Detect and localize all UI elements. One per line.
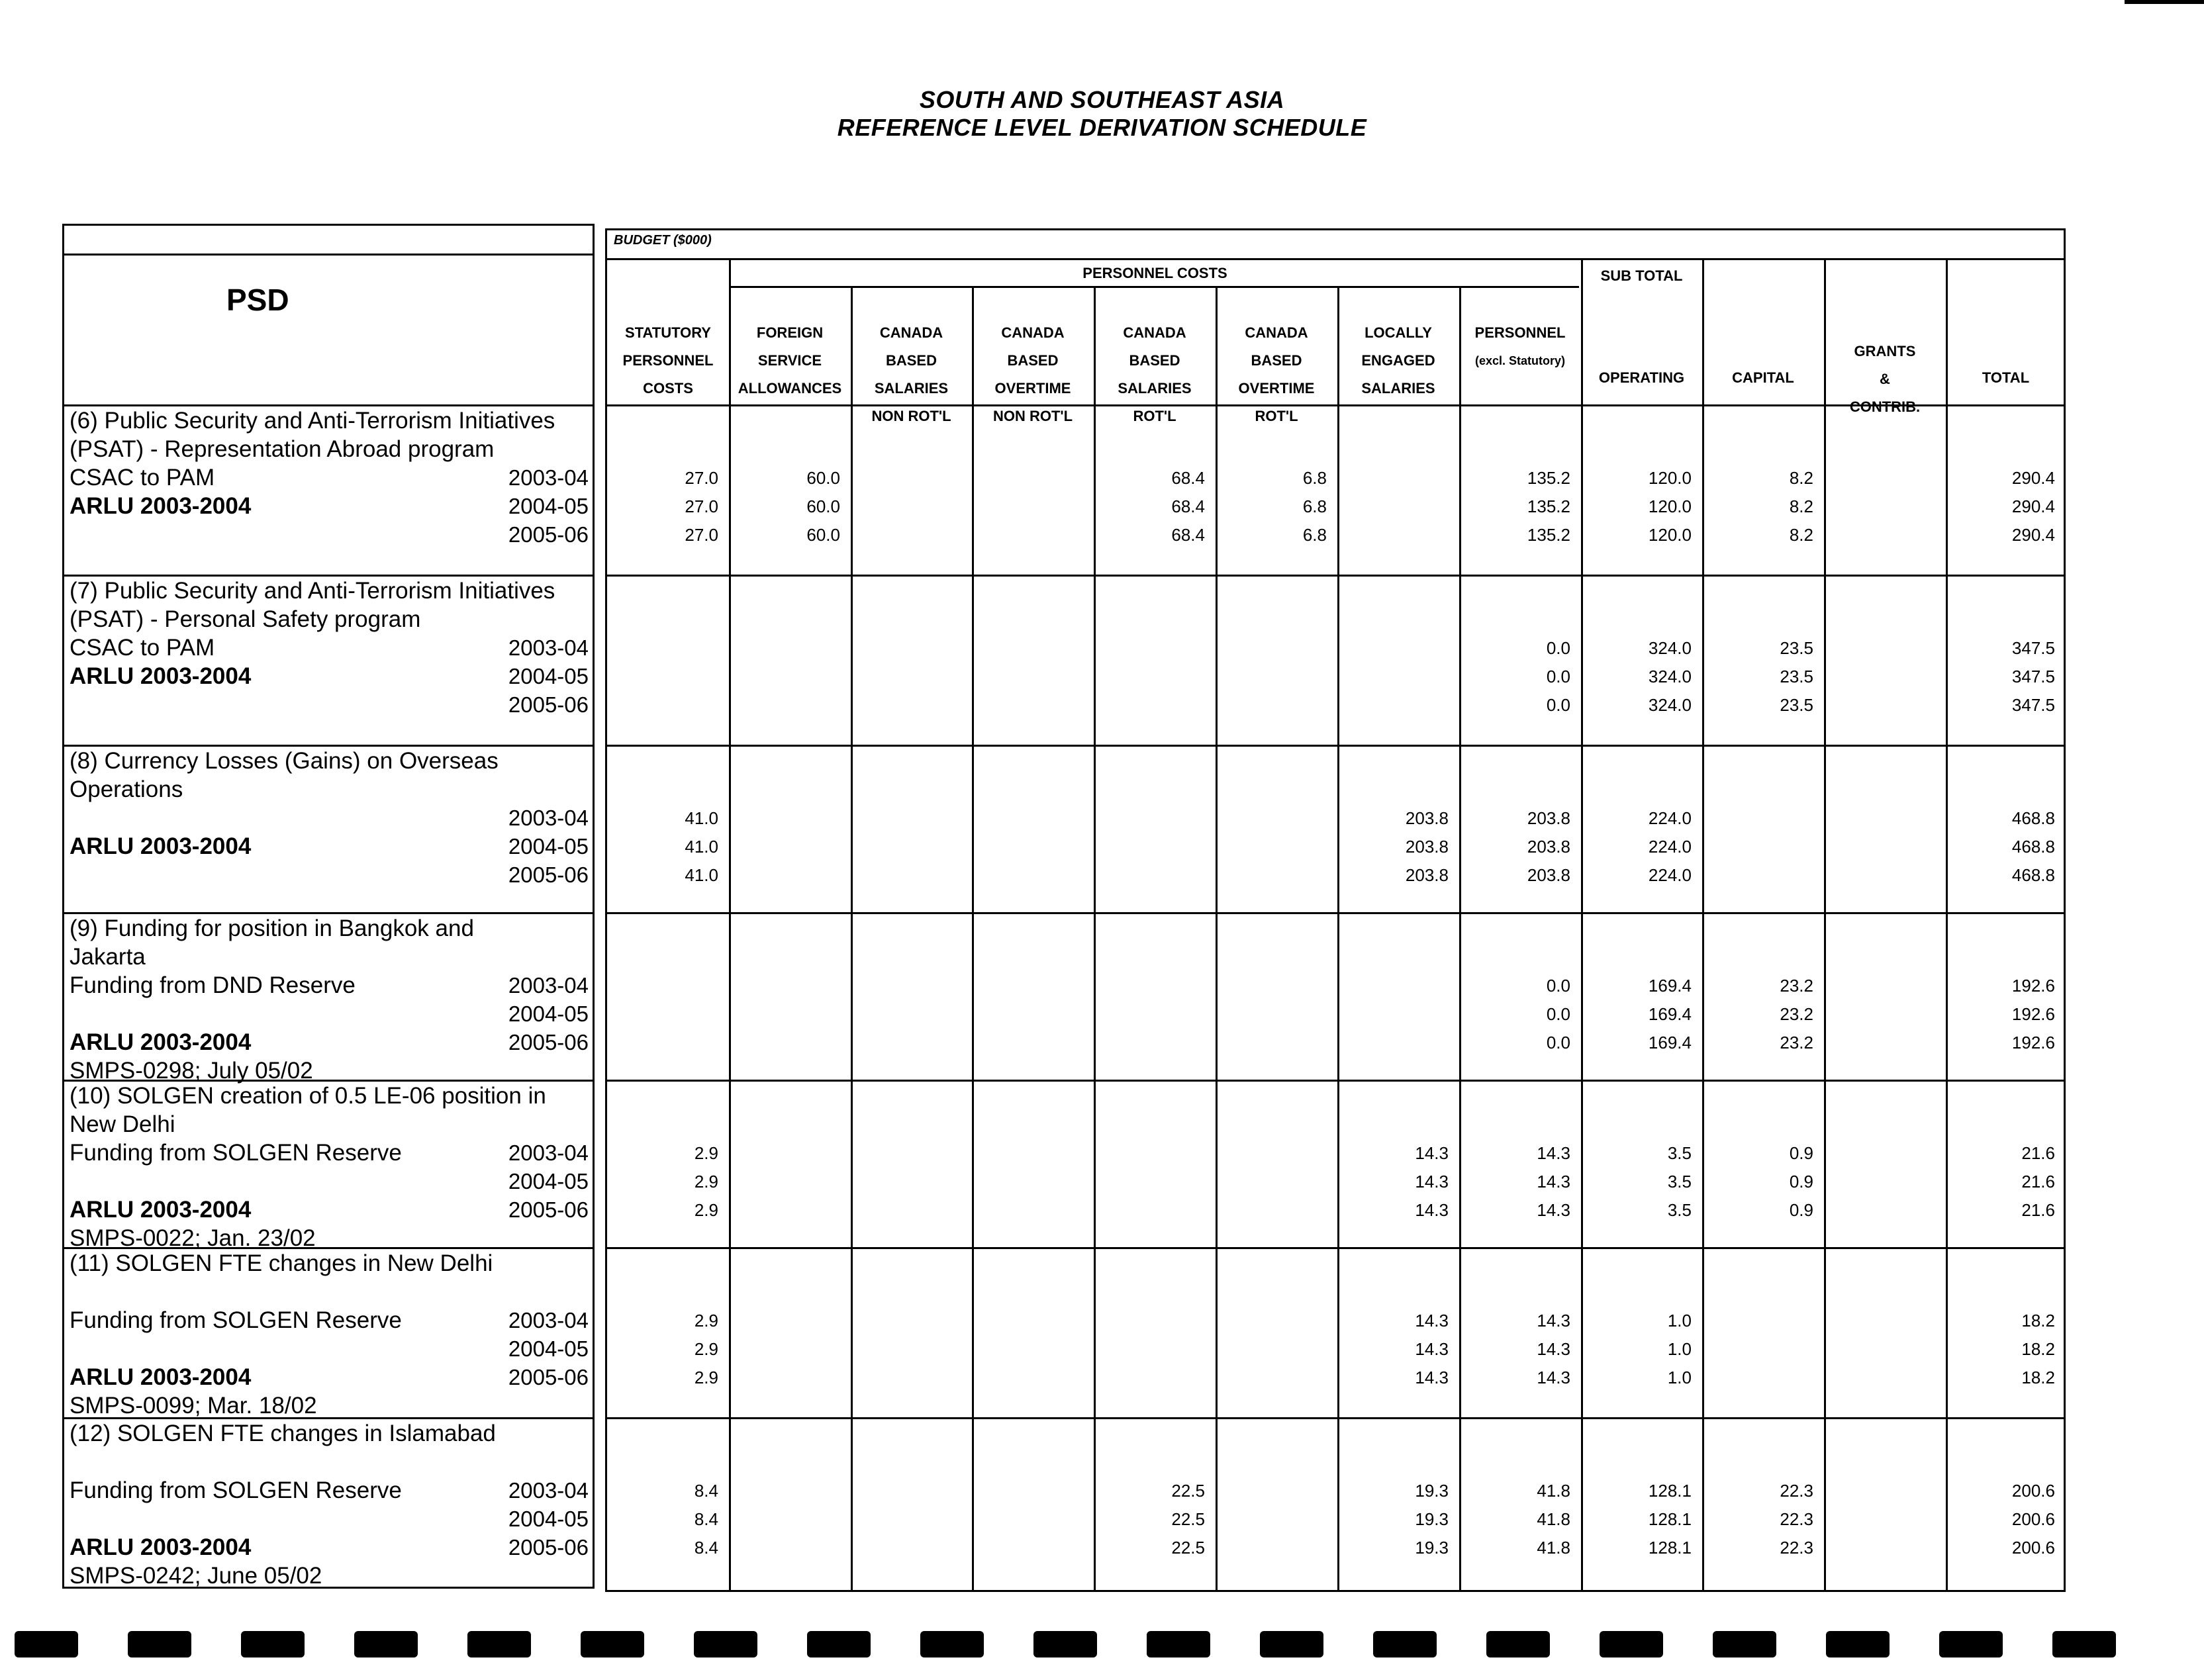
cell-value: 14.3 [1415,1368,1449,1387]
cell-value: 192.6 [2011,976,2055,996]
section-line: (8) Currency Losses (Gains) on Overseas [70,748,499,774]
cell-value: 68.4 [1171,525,1205,545]
border-dash [15,1631,78,1657]
cell-value: 347.5 [2011,667,2055,686]
cell-value: 14.3 [1415,1172,1449,1191]
cell-value: 347.5 [2011,695,2055,715]
cell-value: 2.9 [694,1311,718,1330]
column-header-3: BASED [885,352,937,369]
cell-value: 203.8 [1527,808,1570,828]
border-dash [694,1631,757,1657]
cell-value: 290.4 [2011,468,2055,488]
column-header-4: CANADA [1001,324,1065,341]
cell-value: 169.4 [1648,1004,1692,1024]
fiscal-year: 2005-06 [508,863,589,887]
cell-value: 203.8 [1405,808,1449,828]
personnel-costs-header: PERSONNEL COSTS [1082,265,1227,281]
fiscal-year: 2004-05 [508,664,589,688]
fiscal-year: 2005-06 [508,1030,589,1054]
fiscal-year: 2003-04 [508,1308,589,1332]
column-header-5: ROT'L [1133,408,1176,424]
column-header-7: ENGAGED [1361,352,1435,369]
column-header-6: OVERTIME [1238,380,1315,397]
cell-value: 23.5 [1780,638,1813,658]
left-top-bar [64,226,593,256]
cell-value: 19.3 [1415,1509,1449,1529]
cell-value: 14.3 [1415,1339,1449,1359]
border-dash [354,1631,418,1657]
cell-value: 22.3 [1780,1509,1813,1529]
cell-value: 203.8 [1527,865,1570,885]
cell-value: 14.3 [1537,1172,1570,1191]
cell-value: 14.3 [1415,1143,1449,1163]
cell-value: 14.3 [1537,1200,1570,1220]
cell-value: 23.2 [1780,976,1813,996]
cell-value: 18.2 [2021,1339,2055,1359]
cell-value: 27.0 [685,496,718,516]
section-line: ARLU 2003-2004 [70,1364,252,1390]
cell-value: 21.6 [2021,1143,2055,1163]
fiscal-year: 2003-04 [508,465,589,490]
column-header-2: SERVICE [757,352,822,369]
column-header-1: COSTS [643,380,693,397]
section-line: Funding from SOLGEN Reserve [70,1140,402,1166]
section-divider [607,912,2064,914]
fiscal-year: 2004-05 [508,1169,589,1193]
section-line: New Delhi [70,1111,175,1137]
cell-value: 23.5 [1780,695,1813,715]
cell-value: 14.3 [1415,1200,1449,1220]
cell-value: 22.5 [1171,1538,1205,1558]
column-header-11: CONTRIB. [1849,398,1921,415]
cell-value: 200.6 [2011,1509,2055,1529]
cell-value: 0.9 [1789,1143,1813,1163]
cell-value: 290.4 [2011,525,2055,545]
column-header-5: SALARIES [1118,380,1192,397]
section-divider [607,1080,2064,1082]
cell-value: 3.5 [1667,1143,1692,1163]
cell-value: 41.8 [1537,1538,1570,1558]
section-line: ARLU 2003-2004 [70,833,252,859]
section-line: ARLU 2003-2004 [70,663,252,689]
section-line: SMPS-0298; July 05/02 [70,1058,313,1084]
border-dash [581,1631,644,1657]
section-divider [64,404,593,406]
personnel-group-divider [729,286,1579,288]
border-dash [1260,1631,1323,1657]
section-line: (9) Funding for position in Bangkok and [70,915,474,941]
column-header-7: LOCALLY [1365,324,1432,341]
section-line: ARLU 2003-2004 [70,1029,252,1055]
cell-value: 468.8 [2011,865,2055,885]
cell-value: 128.1 [1648,1481,1692,1501]
cell-value: 14.3 [1415,1311,1449,1330]
section-divider [64,575,593,577]
border-dash [1939,1631,2003,1657]
section-line: (PSAT) - Representation Abroad program [70,436,495,462]
cell-value: 120.0 [1648,468,1692,488]
fiscal-year: 2003-04 [508,1478,589,1503]
cell-value: 2.9 [694,1339,718,1359]
border-dash [1600,1631,1663,1657]
cell-value: 290.4 [2011,496,2055,516]
bottom-border-marks [0,1631,2204,1660]
cell-value: 169.4 [1648,1033,1692,1052]
cell-value: 41.0 [685,808,718,828]
cell-value: 0.9 [1789,1172,1813,1191]
cell-value: 203.8 [1405,837,1449,857]
cell-value: 120.0 [1648,496,1692,516]
cell-value: 135.2 [1527,525,1570,545]
section-line: (7) Public Security and Anti-Terrorism Initiatives [70,578,555,604]
section-line: CSAC to PAM [70,465,215,490]
column-header-1: STATUTORY [625,324,711,341]
cell-value: 22.3 [1780,1538,1813,1558]
cell-value: 19.3 [1415,1481,1449,1501]
cell-value: 3.5 [1667,1200,1692,1220]
cell-value: 169.4 [1648,976,1692,996]
border-dash [1826,1631,1890,1657]
column-header-2: FOREIGN [756,324,824,341]
cell-value: 68.4 [1171,496,1205,516]
cell-value: 3.5 [1667,1172,1692,1191]
cell-value: 324.0 [1648,638,1692,658]
section-line: ARLU 2003-2004 [70,1534,252,1560]
cell-value: 14.3 [1537,1368,1570,1387]
column-header-11: & [1880,371,1890,387]
column-header-7: SALARIES [1361,380,1435,397]
page-title: SOUTH AND SOUTHEAST ASIA [919,86,1285,113]
cell-value: 14.3 [1537,1143,1570,1163]
column-header-3: CANADA [879,324,943,341]
column-header-5: CANADA [1123,324,1186,341]
fiscal-year: 2005-06 [508,1535,589,1560]
cell-value: 22.5 [1171,1509,1205,1529]
section-divider [607,404,2064,406]
cell-value: 203.8 [1527,837,1570,857]
border-dash [1713,1631,1776,1657]
fiscal-year: 2003-04 [508,1141,589,1165]
cell-value: 22.3 [1780,1481,1813,1501]
description-panel [62,224,595,1589]
border-dash [807,1631,871,1657]
cell-value: 0.0 [1546,638,1570,658]
column-header-3: SALARIES [874,380,949,397]
section-line: (PSAT) - Personal Safety program [70,606,421,632]
section-divider [607,575,2064,577]
fiscal-year: 2005-06 [508,1197,589,1222]
column-divider [972,286,974,1590]
cell-value: 2.9 [694,1368,718,1387]
column-divider [851,286,853,1590]
section-divider [607,745,2064,747]
cell-value: 6.8 [1302,468,1327,488]
section-divider [607,1247,2064,1249]
cell-value: 2.9 [694,1143,718,1163]
cell-value: 27.0 [685,468,718,488]
fiscal-year: 2003-04 [508,973,589,998]
cell-value: 18.2 [2021,1311,2055,1330]
cell-value: 468.8 [2011,808,2055,828]
cell-value: 41.0 [685,865,718,885]
section-line: Funding from SOLGEN Reserve [70,1307,402,1333]
section-divider [64,1417,593,1419]
cell-value: 324.0 [1648,695,1692,715]
column-header-6: CANADA [1245,324,1308,341]
fiscal-year: 2005-06 [508,1365,589,1389]
cell-value: 347.5 [2011,638,2055,658]
column-header-12: TOTAL [1982,369,2030,386]
cell-value: 60.0 [806,496,840,516]
cell-value: 128.1 [1648,1509,1692,1529]
cell-value: 18.2 [2021,1368,2055,1387]
cell-value: 192.6 [2011,1033,2055,1052]
fiscal-year: 2004-05 [508,1507,589,1531]
cell-value: 2.9 [694,1172,718,1191]
cell-value: 224.0 [1648,837,1692,857]
section-line: ARLU 2003-2004 [70,1197,252,1223]
cell-value: 23.2 [1780,1004,1813,1024]
top-edge-mark [2125,0,2204,4]
cell-value: 27.0 [685,525,718,545]
border-dash [241,1631,305,1657]
cell-value: 8.4 [694,1509,718,1529]
section-line: ARLU 2003-2004 [70,493,252,519]
cell-value: 1.0 [1667,1339,1692,1359]
cell-value: 135.2 [1527,496,1570,516]
page-subtitle: REFERENCE LEVEL DERIVATION SCHEDULE [837,114,1367,141]
cell-value: 203.8 [1405,865,1449,885]
cell-value: 192.6 [2011,1004,2055,1024]
cell-value: 324.0 [1648,667,1692,686]
cell-value: 23.2 [1780,1033,1813,1052]
border-dash [1373,1631,1437,1657]
section-line: (6) Public Security and Anti-Terrorism Initiatives [70,408,555,434]
cell-value: 224.0 [1648,865,1692,885]
cell-value: 21.6 [2021,1200,2055,1220]
border-dash [920,1631,984,1657]
column-divider [729,258,731,1590]
cell-value: 1.0 [1667,1368,1692,1387]
fiscal-year: 2004-05 [508,494,589,518]
cell-value: 23.5 [1780,667,1813,686]
fiscal-year: 2005-06 [508,522,589,547]
section-line: (11) SOLGEN FTE changes in New Delhi [70,1250,493,1276]
fiscal-year: 2005-06 [508,692,589,717]
cell-value: 0.0 [1546,976,1570,996]
cell-value: 200.6 [2011,1538,2055,1558]
border-dash [2052,1631,2116,1657]
column-header-2: ALLOWANCES [738,380,842,397]
column-divider [1824,258,1826,1590]
section-divider [64,1247,593,1249]
cell-value: 60.0 [806,525,840,545]
section-line: Funding from SOLGEN Reserve [70,1477,402,1503]
cell-value: 8.2 [1789,468,1813,488]
cell-value: 14.3 [1537,1311,1570,1330]
border-dash [1147,1631,1210,1657]
cell-value: 14.3 [1537,1339,1570,1359]
budget-label: BUDGET ($000) [614,233,712,248]
column-header-4: BASED [1007,352,1059,369]
section-divider [64,1080,593,1082]
cell-value: 6.8 [1302,525,1327,545]
section-line: CSAC to PAM [70,635,215,661]
column-header-10: CAPITAL [1732,369,1794,386]
psd-header: PSD [226,283,289,317]
border-dash [467,1631,531,1657]
cell-value: 68.4 [1171,468,1205,488]
section-divider [64,912,593,914]
section-line: SMPS-0242; June 05/02 [70,1563,322,1589]
column-header-6: ROT'L [1255,408,1298,424]
section-line: SMPS-0022; Jan. 23/02 [70,1225,316,1251]
cell-value: 0.0 [1546,1033,1570,1052]
column-header-4: NON ROT'L [992,408,1073,424]
border-dash [128,1631,191,1657]
cell-value: 224.0 [1648,808,1692,828]
column-header-5: BASED [1129,352,1180,369]
subtotal-header: SUB TOTAL [1600,267,1683,284]
cell-value: 19.3 [1415,1538,1449,1558]
budget-divider [607,258,2064,260]
column-header-8: (excl. Statutory) [1474,354,1566,367]
column-header-6: BASED [1251,352,1302,369]
section-line: Jakarta [70,944,146,970]
section-line: Operations [70,776,183,802]
fiscal-year: 2003-04 [508,635,589,660]
cell-value: 120.0 [1648,525,1692,545]
cell-value: 22.5 [1171,1481,1205,1501]
section-line: (12) SOLGEN FTE changes in Islamabad [70,1421,496,1446]
section-divider [64,745,593,747]
section-line: (10) SOLGEN creation of 0.5 LE-06 position in [70,1083,546,1109]
section-divider [607,1417,2064,1419]
cell-value: 6.8 [1302,496,1327,516]
border-dash [1486,1631,1550,1657]
cell-value: 8.2 [1789,525,1813,545]
cell-value: 135.2 [1527,468,1570,488]
cell-value: 1.0 [1667,1311,1692,1330]
column-header-9: OPERATING [1598,369,1685,386]
fiscal-year: 2004-05 [508,834,589,859]
cell-value: 8.2 [1789,496,1813,516]
cell-value: 21.6 [2021,1172,2055,1191]
cell-value: 41.8 [1537,1509,1570,1529]
cell-value: 41.0 [685,837,718,857]
cell-value: 468.8 [2011,837,2055,857]
cell-value: 200.6 [2011,1481,2055,1501]
cell-value: 60.0 [806,468,840,488]
cell-value: 8.4 [694,1481,718,1501]
column-divider [1337,286,1339,1590]
column-header-3: NON ROT'L [871,408,951,424]
cell-value: 0.0 [1546,1004,1570,1024]
section-line: SMPS-0099; Mar. 18/02 [70,1393,317,1419]
fiscal-year: 2004-05 [508,1336,589,1361]
fiscal-year: 2003-04 [508,806,589,830]
column-header-11: GRANTS [1854,343,1916,359]
border-dash [1033,1631,1097,1657]
cell-value: 8.4 [694,1538,718,1558]
column-divider [1702,258,1704,1590]
budget-table [605,228,2066,1592]
column-header-1: PERSONNEL [622,352,714,369]
cell-value: 0.0 [1546,667,1570,686]
cell-value: 128.1 [1648,1538,1692,1558]
column-header-8: PERSONNEL [1474,324,1566,341]
cell-value: 0.9 [1789,1200,1813,1220]
section-line: Funding from DND Reserve [70,972,356,998]
fiscal-year: 2004-05 [508,1002,589,1026]
cell-value: 2.9 [694,1200,718,1220]
cell-value: 41.8 [1537,1481,1570,1501]
column-header-4: OVERTIME [994,380,1071,397]
cell-value: 0.0 [1546,695,1570,715]
